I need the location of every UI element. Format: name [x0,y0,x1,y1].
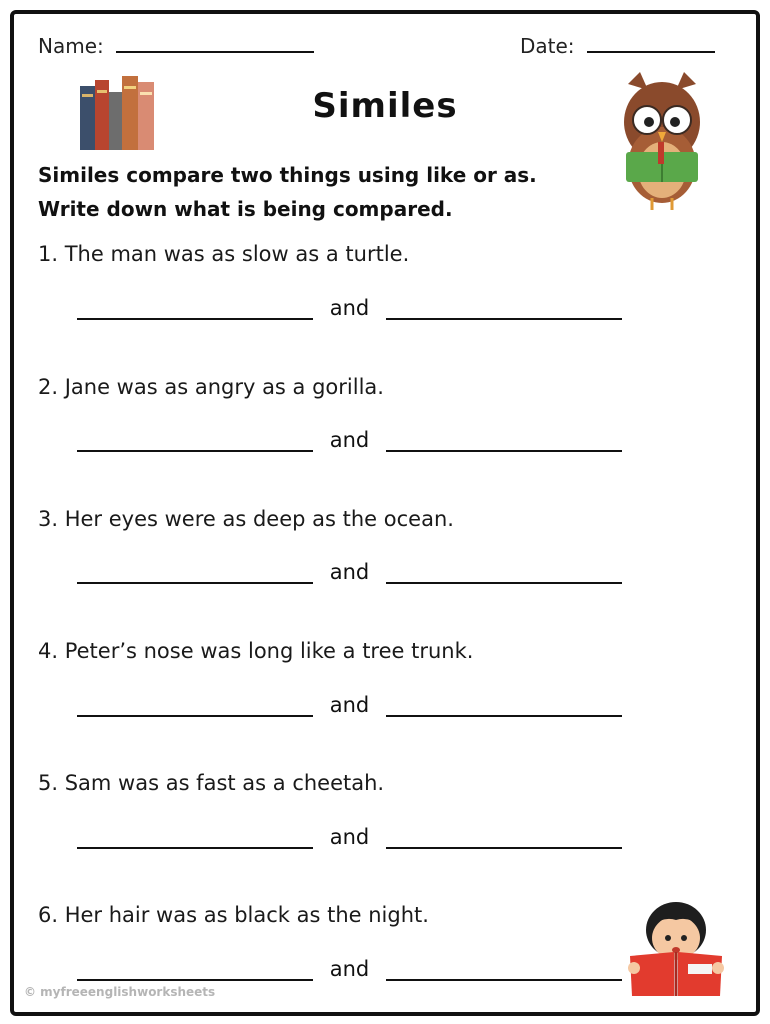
answer-blank-2b[interactable] [386,430,622,452]
answer-blank-2a[interactable] [77,430,313,452]
page-title: Similes [312,86,458,126]
answer-blank-4a[interactable] [77,695,313,717]
answer-blank-3a[interactable] [77,562,313,584]
answer-row-2 [77,422,622,452]
date-field[interactable] [520,34,715,58]
answer-row-3 [77,554,622,584]
name-blank[interactable] [116,35,314,53]
date-blank[interactable] [587,35,715,53]
question-4: 4. Peter’s nose was long like a tree trunk. [38,639,474,663]
answer-row-6 [77,951,622,981]
and-label: and [329,428,370,452]
and-label: and [329,296,370,320]
watermark: © myfreeenglishworksheets [24,985,216,999]
answer-blank-6b[interactable] [386,959,622,981]
answer-row-1 [77,290,622,320]
date-label: Date: [520,34,575,58]
answer-blank-6a[interactable] [77,959,313,981]
and-label: and [329,957,370,981]
and-label: and [329,693,370,717]
name-field[interactable] [38,34,314,58]
answer-row-4 [77,687,622,717]
instructions-line-2: Write down what is being compared. [38,197,453,221]
answer-blank-4b[interactable] [386,695,622,717]
answer-blank-3b[interactable] [386,562,622,584]
question-6: 6. Her hair was as black as the night. [38,903,429,927]
answer-row-5 [77,819,622,849]
child-reading-icon [626,898,726,998]
answer-blank-5a[interactable] [77,827,313,849]
answer-blank-5b[interactable] [386,827,622,849]
and-label: and [329,560,370,584]
question-3: 3. Her eyes were as deep as the ocean. [38,507,454,531]
and-label: and [329,825,370,849]
name-label: Name: [38,34,104,58]
instructions-line-1: Similes compare two things using like or as. [38,163,537,187]
question-1: 1. The man was as slow as a turtle. [38,242,410,266]
question-2: 2. Jane was as angry as a gorilla. [38,375,384,399]
answer-blank-1b[interactable] [386,298,622,320]
answer-blank-1a[interactable] [77,298,313,320]
question-5: 5. Sam was as fast as a cheetah. [38,771,385,795]
instructions [38,158,638,226]
